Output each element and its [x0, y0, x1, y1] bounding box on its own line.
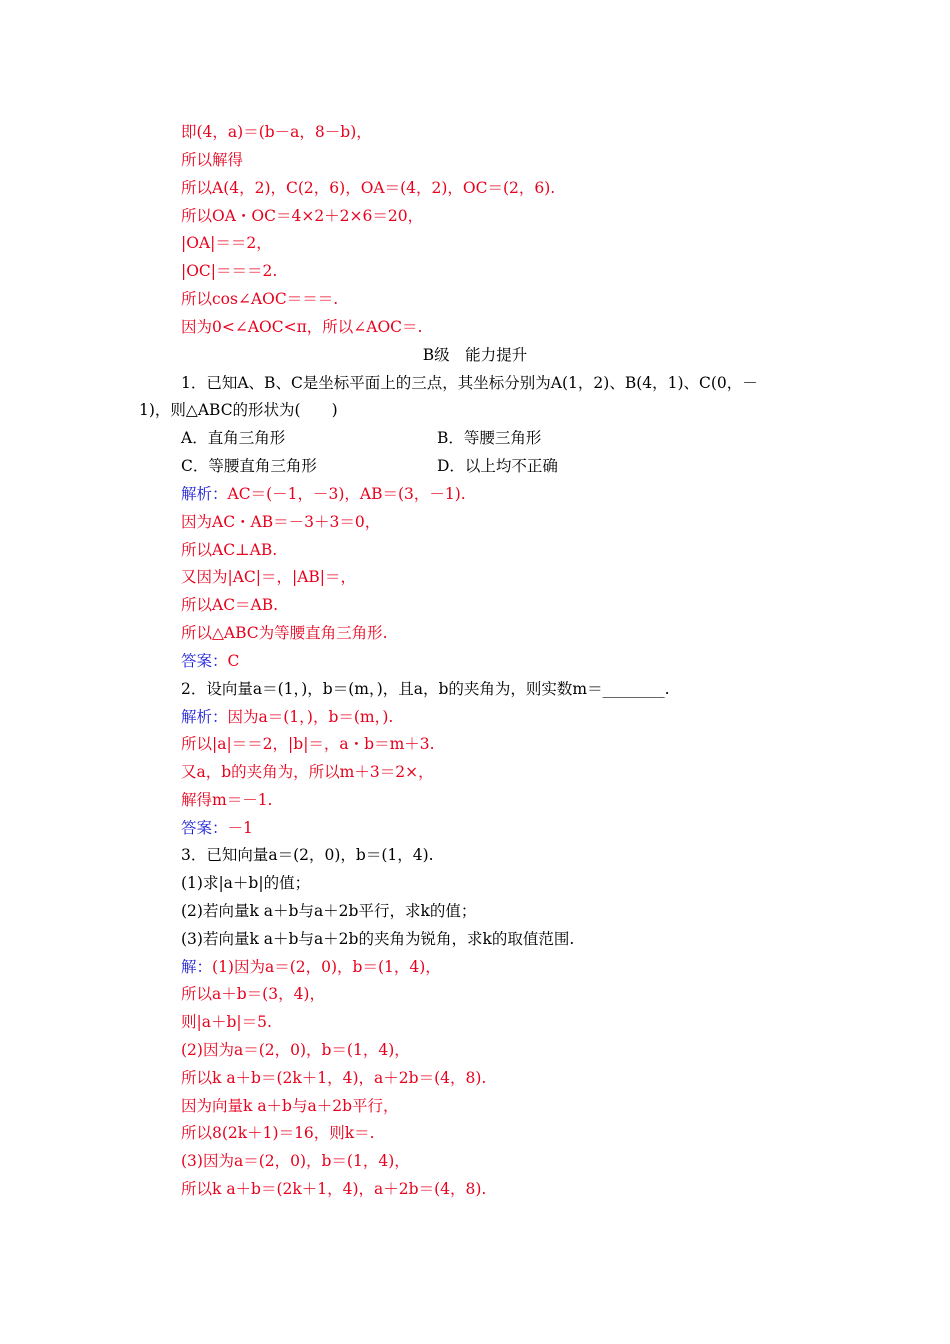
section-title: B级 能力提升 [422, 346, 528, 364]
q3-solution-line: 所以8(2k＋1)＝16，则k＝. [181, 1124, 375, 1142]
q1-option-c: C．等腰直角三角形 [181, 457, 317, 475]
solution-line: 即(4，a)＝(b－a，8－b)， [181, 123, 372, 141]
q1-analysis-line: 因为AC・AB＝－3＋3＝0， [181, 513, 381, 531]
q1-option-a: A．直角三角形 [181, 429, 286, 447]
q1-analysis-line: 又因为|AC|＝，|AB|＝， [181, 568, 357, 586]
q3-stem: 3．已知向量a＝(2，0)，b＝(1，4). [181, 846, 434, 864]
solution-line: |OC|＝＝＝2. [181, 262, 278, 280]
analysis-label: 解析： [181, 485, 228, 503]
solution-line: 所以A(4，2)，C(2，6)，OA＝(4，2)，OC＝(2，6). [181, 179, 556, 197]
q1-analysis-line: 所以△ABC为等腰直角三角形. [181, 624, 388, 642]
solution-line: 所以cos∠AOC＝＝＝. [181, 290, 339, 308]
q2-answer [181, 818, 253, 838]
analysis-label: 解析： [181, 708, 228, 726]
answer-label: 答案： [181, 819, 228, 837]
analysis-text: 因为a＝(1，)，b＝(m，). [227, 708, 394, 726]
q1-analysis-line: 所以AC⊥AB. [181, 541, 278, 559]
solution-line: 所以解得 [181, 151, 244, 169]
q3-solution-line: 因为向量k a＋b与a＋2b平行， [181, 1097, 399, 1115]
answer-value: －1 [227, 819, 253, 837]
q3-solution-line: (2)因为a＝(2，0)，b＝(1，4)， [181, 1041, 410, 1059]
q1-stem-line2: 1)，则△ABC的形状为( ) [139, 401, 338, 419]
q1-option-b: B．等腰三角形 [437, 429, 542, 447]
solution-text: (1)因为a＝(2，0)，b＝(1，4)， [212, 958, 441, 976]
q2-analysis-line: 所以|a|＝＝2，|b|＝，a・b＝m＋3. [181, 735, 435, 753]
q3-part: (2)若向量k a＋b与a＋2b平行，求k的值； [181, 902, 477, 920]
q3-solution-first [181, 957, 441, 977]
q3-solution-line: 所以k a＋b＝(2k＋1，4)，a＋2b＝(4，8). [181, 1180, 487, 1198]
answer-value: C [227, 652, 240, 670]
q2-analysis-first [181, 707, 393, 727]
q1-option-d: D．以上均不正确 [437, 457, 558, 475]
q1-stem-line1: 1．已知A、B、C是坐标平面上的三点，其坐标分别为A(1，2)、B(4，1)、C(0，－ [181, 374, 758, 392]
analysis-text: AC＝(－1，－3)，AB＝(3，－1). [227, 485, 466, 503]
q1-analysis-line: 所以AC＝AB. [181, 596, 279, 614]
q3-solution-line: 所以k a＋b＝(2k＋1，4)，a＋2b＝(4，8). [181, 1069, 487, 1087]
q3-solution-line: (3)因为a＝(2，0)，b＝(1，4)， [181, 1152, 410, 1170]
q3-solution-line: 则|a＋b|＝5. [181, 1013, 272, 1031]
solution-line: |OA|＝＝2， [181, 234, 272, 252]
q1-answer [181, 651, 239, 671]
q1-analysis-first [181, 484, 466, 504]
q3-part: (1)求|a＋b|的值； [181, 874, 311, 892]
q2-analysis-line: 又a，b的夹角为，所以m＋3＝2×， [181, 763, 434, 781]
answer-label: 答案： [181, 652, 228, 670]
q3-solution-line: 所以a＋b＝(3，4)， [181, 985, 325, 1003]
q3-part: (3)若向量k a＋b与a＋2b的夹角为锐角，求k的取值范围. [181, 930, 575, 948]
solution-line: 因为0<∠AOC<π，所以∠AOC＝. [181, 318, 423, 336]
q2-analysis-line: 解得m＝－1. [181, 791, 273, 809]
solution-line: 所以OA・OC＝4×2＋2×6＝20， [181, 207, 424, 225]
solution-label: 解： [181, 958, 213, 976]
q2-stem: 2．设向量a＝(1，)，b＝(m，)，且a，b的夹角为，则实数m＝________. [181, 680, 670, 698]
